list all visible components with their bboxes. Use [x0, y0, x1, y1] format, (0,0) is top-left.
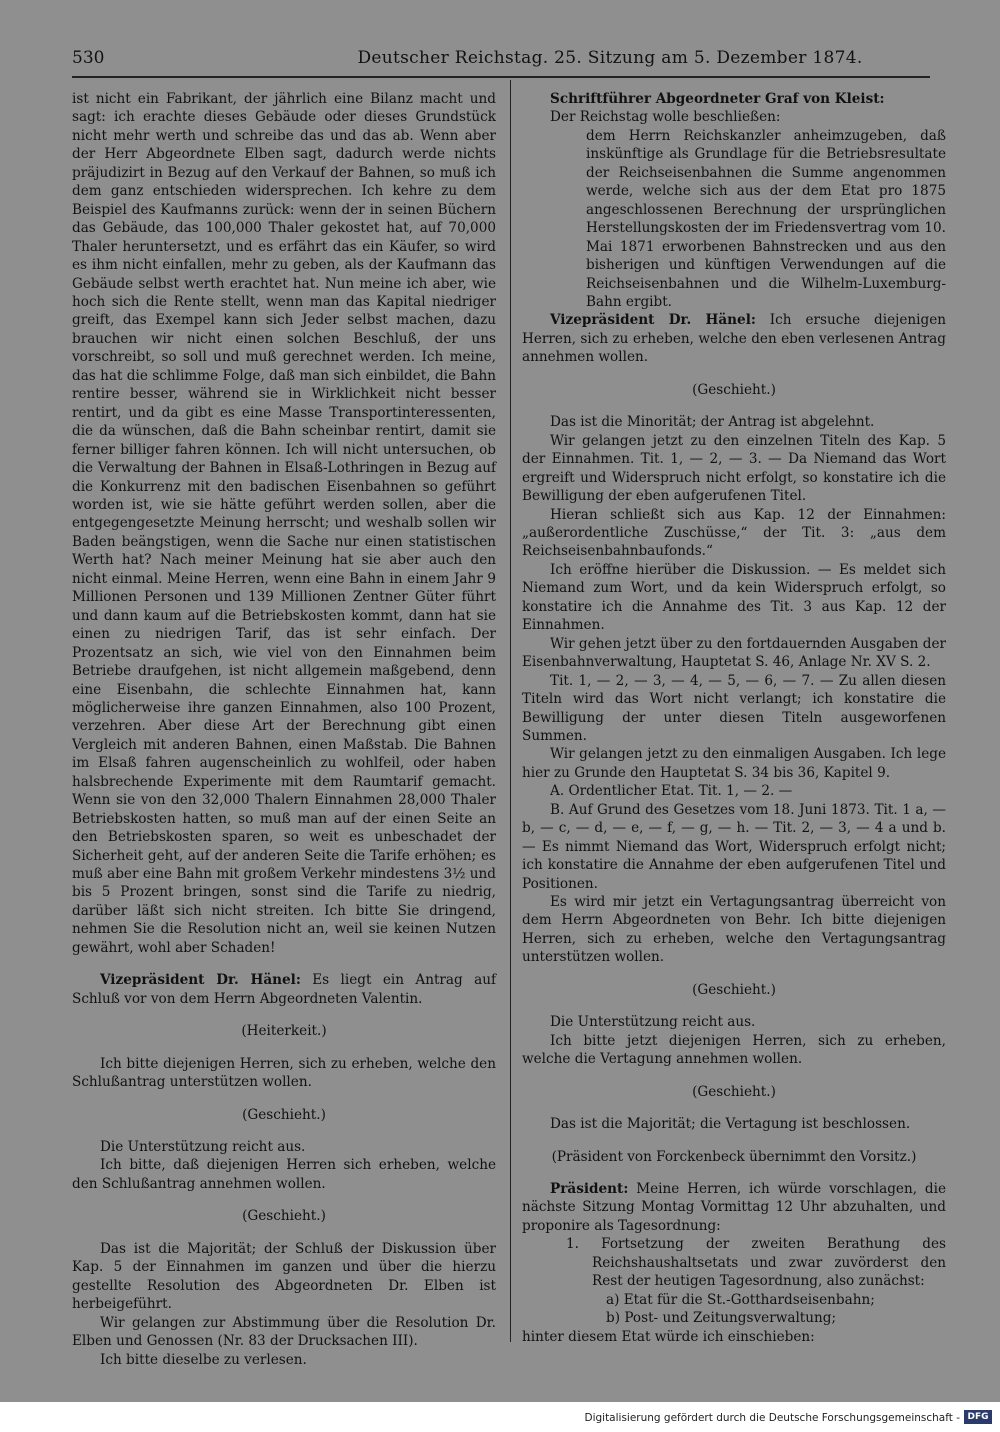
- dfg-logo: DFG: [964, 1410, 992, 1424]
- funding-credit: Digitalisierung gefördert durch die Deutsche Forschungsgemeinschaft -: [584, 1412, 960, 1424]
- paragraph: [522, 1180, 946, 1235]
- paragraph: Der Reichstag wolle beschließen:: [550, 109, 781, 126]
- paragraph: Das ist die Majorität; die Vertagung ist beschlossen.: [550, 1116, 911, 1133]
- paragraph: [522, 311, 946, 366]
- speaker: Vizepräsident Dr. Hänel:: [100, 972, 301, 989]
- column-divider: [510, 80, 511, 1342]
- page-number: 530: [72, 48, 105, 68]
- right-column: [522, 90, 946, 1346]
- paragraph: Die Unterstützung reicht aus.: [550, 1014, 756, 1031]
- paragraph: Die Unterstützung reicht aus.: [100, 1139, 306, 1156]
- paragraph: Ich bitte diejenigen Herren, sich zu erheben, welche den Schlußantrag unterstützen wollen.: [72, 1055, 496, 1091]
- speech: Meine Herren, ich würde vorschlagen, die nächste Sitzung Montag Vormittag 12 Uhr abzuhalten, und proponire als Tagesordnung:: [522, 1181, 946, 1234]
- header-rule: [72, 76, 930, 78]
- speaker: Vizepräsident Dr. Hänel:: [550, 312, 756, 329]
- stage-direction: (Geschieht.): [242, 1106, 326, 1123]
- paragraph: ist nicht ein Fabrikant, der jährlich eine Bilanz macht und sagt: ich erachte dieses Gebäude oder dieses Grundstück nicht mehr werth und schreibe das und das ab. Wenn aber der Herr Abgeordnete Elben sagt, dadurch werde nichts präjudizirt in Bezug auf den Verkauf der Bahnen, so muß ich dem ganz entschieden widersprechen. Ich kehre zu dem Beispiel des Kaufmanns zurück: wenn der in seinen Büchern das Gebäude, das 100,000 Thaler gekostet hat, auf 70,000 Thaler heruntersetzt, und es erfährt das ein Käufer, so wird es ihm nicht einfallen, mehr zu geben, als der Kaufmann das Gebäude selbst werth erachtet hat. Nun meine ich aber, wie hoch sich die Rente stellt, wenn man das Kapital niedriger greift, das Exempel kann sich Jeder selbst machen, dazu brauchen wir nicht einen solchen Beschluß, der uns vorschreibt, so soll und muß gerechnet werden. Ich meine, das hat die schlimme Folge, daß man sich einbildet, die Bahn rentire besser, während sie in Wirklichkeit nicht besser rentirt, und da gibt es eine Masse Transportinteressenten, die da wünschen, daß die Bahn scheinbar rentirt, damit sie ferner billiger fahren können. Ich will nicht untersuchen, ob die Verwaltung der Bahnen in Elsaß-Lothringen in Bezug auf die Konkurrenz mit den badischen Eisenbahnen so geführt worden ist, wie sie hätte geführt werden sollen, aber die entgegengesetzte Meinung herrscht; und weshalb sollen wir Baden beängstigen, wenn die Sache nur einen statistischen Werth hat? Nach meiner Meinung hat sie aber auch den nicht einmal. Meine Herren, wenn eine Bahn in einem Jahr 9 Millionen Personen und 139 Millionen Zentner Güter führt und dann kaum auf die Betriebskosten kommt, dann hat sie einen zu niedrigen Tarif, das ist sehr einfach. Der Prozentsatz an sich, wie viel von den Einnahmen beim Betriebe draufgehen, ist nicht allgemein maßgebend, denn eine Eisenbahn, die schlechte Einnahmen hat, kann möglicherweise ihre ganzen Einnahmen, also 100 Prozent, verzehren. Aber diese Art der Berechnung gibt einen Vergleich mit anderen Bahnen, einen Maßstab. Die Bahnen im Elsaß fahren augenscheinlich zu wohlfeil, oder haben halsbrechende Experimente mit dem Raumtarif gemacht. Wenn sie von den 32,000 Thalern Einnahmen 28,000 Thaler Betriebskosten hatten, so muß man auf der einen Seite an den Betriebskosten sparen, so weit es unbeschadet der Sicherheit geht, auf der anderen Seite die Tarife erhöhen; es muß aber eine Bahn mit großem Verkehr mindestens 3½ und bis 5 Prozent bringen, sonst sind die Tarife zu niedrig, darüber läßt sich nicht streiten. Ich bitte Sie dringend, nehmen Sie die Resolution nicht an, weil sie keinen Nutzen gewährt, wohl aber Schaden!: [72, 91, 496, 956]
- paragraph: Wir gelangen jetzt zu den einzelnen Titeln des Kap. 5 der Einnahmen. Tit. 1, — 2, — 3. — Da Niemand das Wort ergreift und Widerspruch nicht erfolgt, so konstatire ich die Bewilligung der eben aufgerufenen Titel.: [522, 432, 946, 505]
- left-column: [72, 90, 496, 1369]
- paragraph: Ich bitte dieselbe zu verlesen.: [100, 1351, 307, 1368]
- speaker: Präsident:: [550, 1181, 629, 1198]
- stage-direction: (Präsident von Forckenbeck übernimmt den Vorsitz.): [551, 1148, 917, 1165]
- paragraph: Wir gehen jetzt über zu den fortdauernden Ausgaben der Eisenbahnverwaltung, Hauptetat S. 46, Anlage Nr. XV S. 2.: [522, 635, 946, 671]
- paragraph: hinter diesem Etat würde ich einschieben:: [522, 1328, 815, 1345]
- paragraph: Wir gelangen zur Abstimmung über die Resolution Dr. Elben und Genossen (Nr. 83 der Drucksachen III).: [72, 1314, 496, 1350]
- footer: [0, 1402, 1000, 1432]
- speaker-line: [522, 90, 946, 108]
- paragraph: Das ist die Minorität; der Antrag ist abgelehnt.: [550, 414, 875, 431]
- speaker: Schriftführer Abgeordneter Graf von Kleist:: [550, 91, 885, 107]
- agenda-subitem: a) Etat für die St.-Gotthardseisenbahn;: [606, 1291, 875, 1308]
- running-title: Deutscher Reichstag. 25. Sitzung am 5. Dezember 1874.: [357, 48, 863, 68]
- stage-direction: (Geschieht.): [692, 981, 776, 998]
- paragraph: Ich bitte jetzt diejenigen Herren, sich zu erheben, welche die Vertagung annehmen wollen.: [522, 1032, 946, 1068]
- paragraph: Es wird mir jetzt ein Vertagungsantrag überreicht von dem Herrn Abgeordneten von Behr. Ich bitte diejenigen Herren, sich zu erheben, welche den Vertagungsantrag unterstützen wollen.: [522, 894, 946, 966]
- page-header: [72, 46, 928, 72]
- paragraph: Wir gelangen jetzt zu den einmaligen Ausgaben. Ich lege hier zu Grunde den Hauptetat S. 34 bis 36, Kapitel 9.: [522, 746, 946, 781]
- paragraph: Hieran schließt sich aus Kap. 12 der Einnahmen: „außerordentliche Zuschüsse,“ der Tit. 3: „aus dem Reichseisenbahnbaufonds.“: [522, 506, 946, 560]
- paragraph: Das ist die Majorität; der Schluß der Diskussion über Kap. 5 der Einnahmen im ganzen und über die hierzu gestellte Resolution des Abgeordneten Dr. Elben ist herbeigeführt.: [72, 1240, 496, 1313]
- paragraph: B. Auf Grund des Gesetzes vom 18. Juni 1873. Tit. 1 a, — b, — c, — d, — e, — f, — g, — h. — Tit. 2, — 3, — 4 a und b. — Es nimmt Niemand das Wort, Widerspruch erfolgt nicht; ich konstatire die Annahme der eben aufgerufenen Titel und Positionen.: [522, 801, 946, 892]
- paragraph: A. Ordentlicher Etat. Tit. 1, — 2. —: [550, 783, 793, 800]
- stage-direction: (Geschieht.): [242, 1208, 326, 1225]
- paragraph: Tit. 1, — 2, — 3, — 4, — 5, — 6, — 7. — Zu allen diesen Titeln wird das Wort nicht verlangt; ich konstatire die Bewilligung der unter diesen Titeln ausgeworfenen Summen.: [522, 672, 946, 744]
- paragraph: Ich eröffne hierüber die Diskussion. — Es meldet sich Niemand zum Wort, und da kein Widerspruch erfolgt, so konstatire ich die Annahme des Tit. 3 aus Kap. 12 der Einnahmen.: [522, 561, 946, 634]
- paragraph: [72, 971, 496, 1008]
- paragraph: Ich bitte, daß diejenigen Herren sich erheben, welche den Schlußantrag annehmen wollen.: [72, 1157, 496, 1192]
- motion-text: dem Herrn Reichskanzler anheimzugeben, daß inskünftige als Grundlage für die Betriebsresultate der Reichseisenbahnen die Summe angenommen werde, welche sich aus der dem Etat pro 1875 angeschlossenen Berechnung der ursprünglichen Herstellungskosten der im Friedensvertrag vom 10. Mai 1871 erworbenen Bahnstrecken und aus den bisherigen und künftigen Verwendungen auf die Reichseisenbahnen und die Wilhelm-Luxemburg-Bahn ergibt.: [586, 127, 946, 310]
- speech: Es liegt ein Antrag auf Schluß vor von dem Herrn Abgeordneten Valentin.: [72, 972, 496, 1007]
- stage-direction: (Heiterkeit.): [241, 1023, 327, 1040]
- agenda-subitem: b) Post- und Zeitungsverwaltung;: [606, 1310, 837, 1327]
- speech: Ich ersuche diejenigen Herren, sich zu erheben, welche den eben verlesenen Antrag annehmen wollen.: [522, 312, 946, 366]
- stage-direction: (Geschieht.): [692, 1083, 776, 1100]
- agenda-item: 1. Fortsetzung der zweiten Berathung des Reichshaushaltsetats und zwar zuvörderst den Rest der heutigen Tagesordnung, also zunächst:: [566, 1236, 946, 1290]
- stage-direction: (Geschieht.): [692, 381, 776, 398]
